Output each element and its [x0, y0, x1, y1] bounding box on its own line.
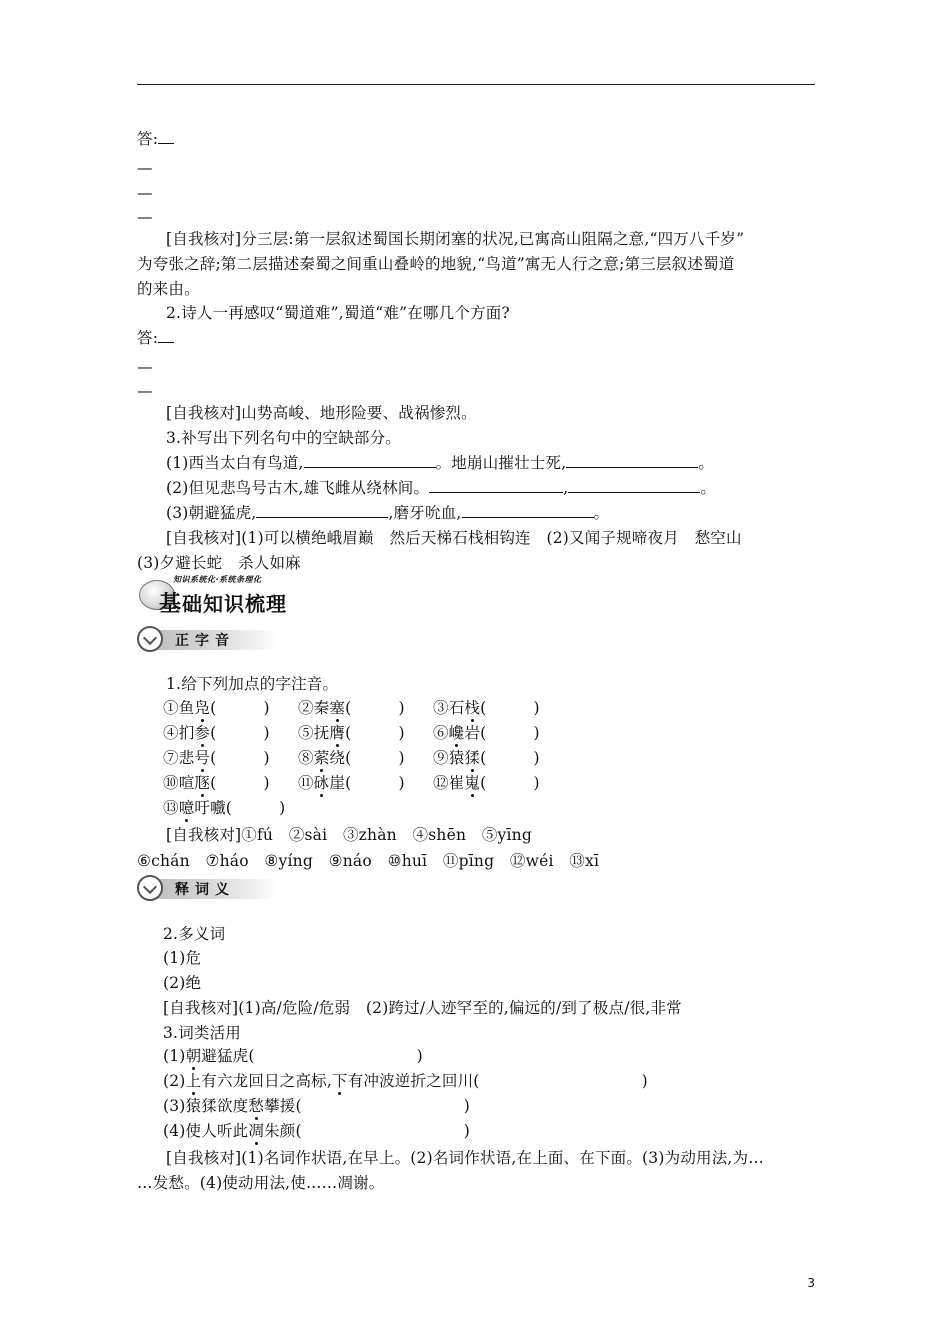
- pron-row: [163, 722, 540, 744]
- class-item-4: (4)使人听此凋朱颜( ): [163, 1122, 470, 1140]
- page-number: 3: [807, 1276, 815, 1290]
- pron-row: [163, 747, 540, 769]
- banner-tagline: 知识系统化·系统条理化: [173, 575, 262, 584]
- answer-blank-line: —: [137, 358, 153, 376]
- fill-blank[interactable]: [568, 477, 700, 493]
- answer-blank-line: —: [137, 208, 153, 226]
- pron-item: ⑧萦绕( ): [298, 749, 405, 767]
- self-check-text: [自我核对]分三层:第一层叙述蜀国长期闭塞的状况,已寓高山阻隔之意,“四万八千岁”: [166, 230, 745, 248]
- banner-title: 基础知识梳理: [159, 592, 288, 617]
- pron-item: ⑥巉岩( ): [433, 724, 540, 742]
- fill-blank[interactable]: [566, 452, 698, 468]
- class-item-1: (1)朝避猛虎( ): [163, 1047, 423, 1065]
- self-check-text: (3)夕避长蛇 杀人如麻: [137, 554, 301, 572]
- self-check-text: [自我核对](1)可以横绝峨眉巅 然后天梯石栈相钩连 (2)又闻子规啼夜月 愁空山: [166, 529, 742, 547]
- fill-blank[interactable]: [429, 477, 563, 493]
- poly-item: (1)危: [163, 949, 202, 967]
- pron-item: ⑨猿猱( ): [433, 749, 540, 767]
- section-heading-pronunciation: 正字音: [137, 626, 277, 654]
- section-heading-meaning: 释词义: [137, 875, 277, 903]
- fill-item-1: (1)西当太白有鸟道, 。地崩山摧壮士死, 。: [166, 454, 715, 472]
- fill-item-2: (2)但见悲鸟号古木,雄飞雌从绕林间。 , 。: [166, 479, 717, 497]
- pron-item: ⑬噫吁嚱( ): [163, 799, 286, 817]
- chevron-down-icon: [137, 626, 163, 652]
- question-2: 2.诗人一再感叹“蜀道难”,蜀道“难”在哪几个方面?: [166, 304, 510, 322]
- class-item-2: (2)上有六龙回日之高标,下有冲波逆折之回川( ): [163, 1072, 648, 1090]
- answer-line: 答:: [137, 327, 174, 349]
- header-rule: [137, 84, 815, 85]
- self-check-text: 的来由。: [137, 280, 200, 298]
- pron-item: ⑪砯崖( ): [298, 774, 405, 792]
- section-banner: [137, 574, 307, 617]
- fill-blank[interactable]: [462, 502, 594, 518]
- self-check-text: [自我核对](1)高/危险/危弱 (2)跨过/人迹罕至的,偏远的/到了极点/很,非常: [163, 999, 682, 1017]
- pron-item: ②秦塞( ): [298, 699, 405, 717]
- self-check-text: …发愁。(4)使动用法,使……凋谢。: [137, 1174, 385, 1192]
- poly-title: 2.多义词: [163, 925, 226, 943]
- fill-blank[interactable]: [256, 502, 388, 518]
- pron-row: [163, 697, 540, 719]
- pron-item: ①鱼凫( ): [163, 699, 270, 717]
- class-item-3: (3)猿猱欲度愁攀援( ): [163, 1097, 470, 1115]
- pron-item: ⑤抚膺( ): [298, 724, 405, 742]
- self-check-text: [自我核对]山势高峻、地形险要、战祸惨烈。: [166, 404, 477, 422]
- pron-item: ④扪参( ): [163, 724, 270, 742]
- pron-intro: 1.给下列加点的字注音。: [166, 675, 339, 693]
- fill-blank[interactable]: [304, 452, 436, 468]
- pron-item: ③石栈( ): [433, 699, 540, 717]
- pron-item: ⑩喧豗( ): [163, 774, 270, 792]
- chevron-down-icon: [137, 875, 163, 901]
- answer-blank-line: —: [137, 382, 153, 400]
- self-check-text: [自我核对]①fú ②sài ③zhàn ④shēn ⑤yīng: [166, 826, 532, 844]
- pron-item: ⑫崔嵬( ): [433, 774, 540, 792]
- class-title: 3.词类活用: [163, 1024, 241, 1042]
- question-3: 3.补写出下列名句中的空缺部分。: [166, 429, 401, 447]
- pron-item: ⑦悲号( ): [163, 749, 270, 767]
- pron-row: [163, 797, 285, 819]
- poly-item: (2)绝: [163, 974, 202, 992]
- fill-item-3: (3)朝避猛虎, ,磨牙吮血, 。: [166, 504, 610, 522]
- answer-blank-line: —: [137, 159, 153, 177]
- self-check-text: [自我核对](1)名词作状语,在早上。(2)名词作状语,在上面、在下面。(3)为动用法,为…: [166, 1149, 764, 1167]
- self-check-text: 为夸张之辞;第二层描述秦蜀之间重山叠岭的地貌,“鸟道”寓无人行之意;第三层叙述蜀道: [137, 255, 735, 273]
- self-check-text: ⑥chán ⑦háo ⑧yíng ⑨náo ⑩huī ⑪pīng ⑫wéi ⑬xī: [137, 852, 600, 870]
- answer-line: 答:: [137, 128, 174, 150]
- pron-row: [163, 772, 540, 794]
- answer-blank-line: —: [137, 184, 153, 202]
